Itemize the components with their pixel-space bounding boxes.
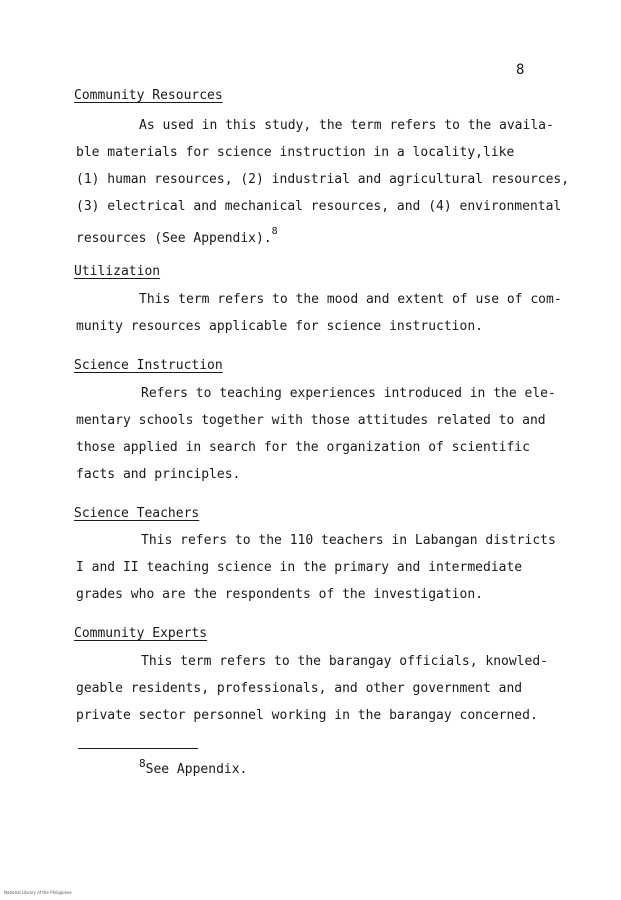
body-line: ble materials for science instruction in a locality,like [76,145,515,160]
body-line: As used in this study, the term refers to the availa- [139,118,554,133]
heading-utilization: Utilization [74,264,161,279]
page-number: 8 [516,62,525,78]
footnote-text: See Appendix. [145,762,248,777]
footnote [139,757,247,777]
body-line-text: resources (See Appendix). [76,231,272,246]
body-line: mentary schools together with those attitudes related to and [76,413,546,428]
body-line: (3) electrical and mechanical resources, and (4) environmental [76,199,562,214]
body-line: grades who are the respondents of the investigation. [76,587,483,602]
body-line: (1) human resources, (2) industrial and agricultural resources, [76,172,570,187]
body-line: This term refers to the barangay officials, knowled- [141,654,548,669]
footnote-reference: 8 [271,226,278,237]
body-line: I and II teaching science in the primary and intermediate [76,560,523,575]
body-line: This refers to the 110 teachers in Labangan districts [141,533,556,548]
body-line: facts and principles. [76,467,241,482]
heading-community-experts: Community Experts [74,626,208,641]
body-line: those applied in search for the organization of scientific [76,440,530,455]
footnote-marker: 8 [139,757,146,770]
body-line: This term refers to the mood and extent of use of com- [139,292,562,307]
heading-science-instruction: Science Instruction [74,358,223,373]
footer-watermark: National Library of the Philippines [4,890,72,895]
body-line: geable residents, professionals, and other government and [76,681,523,696]
footnote-rule [78,748,198,749]
heading-community-resources: Community Resources [74,88,223,103]
body-line [76,226,278,246]
body-line: private sector personnel working in the barangay concerned. [76,708,538,723]
body-line: Refers to teaching experiences introduced in the ele- [141,386,556,401]
heading-science-teachers: Science Teachers [74,506,200,521]
body-line: munity resources applicable for science instruction. [76,319,483,334]
